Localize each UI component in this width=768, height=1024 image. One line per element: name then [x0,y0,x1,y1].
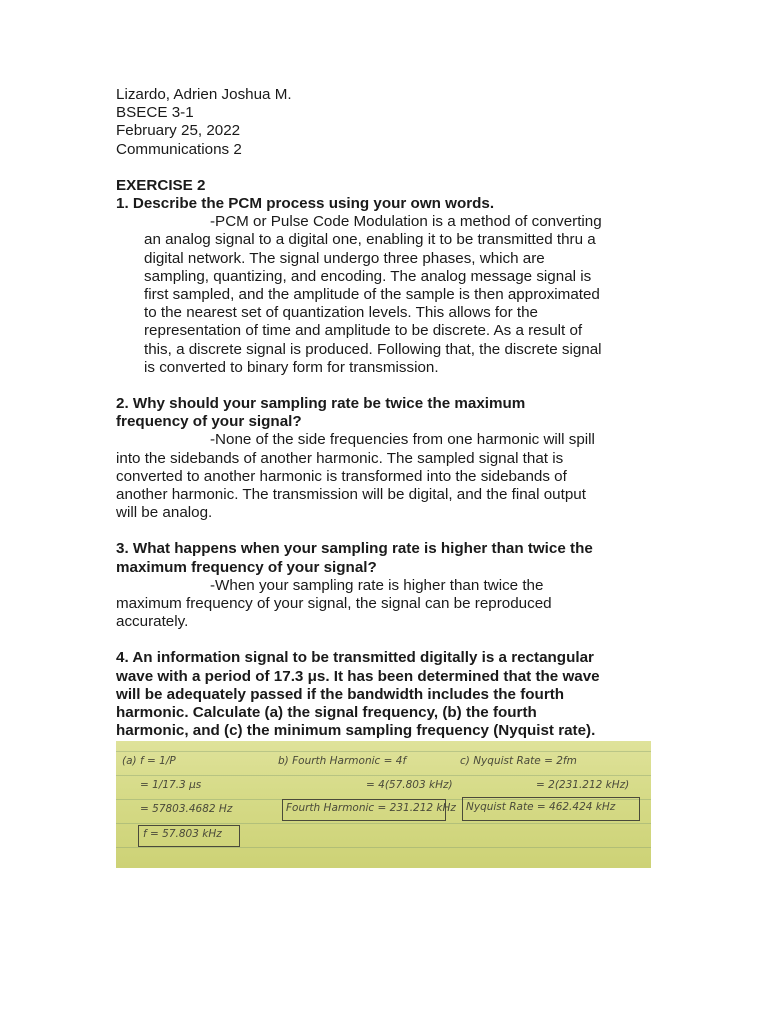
q4-question-line: harmonic. Calculate (a) the signal frequency, (b) the fourth [116,704,537,722]
q3-question-line: maximum frequency of your signal? [116,558,377,576]
q1-answer-line: this, a discrete signal is produced. Following that, the discrete signal [144,340,602,358]
hw-a-step: = 1/17.3 μs [140,779,202,791]
q3-answer-line: -When your sampling rate is higher than twice the [210,576,544,594]
exercise-title: EXERCISE 2 [116,176,206,194]
hw-a-formula: (a) f = 1/P [122,755,176,767]
document-body [116,86,656,741]
hw-b-formula: b) Fourth Harmonic = 4f [278,755,407,767]
q1-answer-line: -PCM or Pulse Code Modulation is a method of converting [210,213,602,231]
hw-b-step: = 4(57.803 kHz) [366,779,453,791]
hw-a-result: = 57803.4682 Hz [140,803,233,815]
student-section: BSECE 3-1 [116,104,194,122]
q2-answer-line: converted to another harmonic is transformed into the sidebands of [116,467,567,485]
course-name: Communications 2 [116,140,242,158]
q2-answer-line: another harmonic. The transmission will be digital, and the final output [116,486,586,504]
q1-answer-line: first sampled, and the amplitude of the sample is then approximated [144,286,600,304]
q4-question-line: harmonic, and (c) the minimum sampling frequency (Nyquist rate). [116,722,596,740]
q1-answer-line: to the nearest set of quantization levels. This allows for the [144,304,538,322]
q1-answer-line: sampling, quantizing, and encoding. The analog message signal is [144,267,592,285]
hw-c-formula: c) Nyquist Rate = 2fm [460,755,577,767]
hw-c-answer: Nyquist Rate = 462.424 kHz [466,801,616,813]
q4-question-line: 4. An information signal to be transmitted digitally is a rectangular [116,649,594,667]
q2-question-line: frequency of your signal? [116,413,302,431]
handwritten-solution-photo [116,741,651,868]
q1-answer-line: is converted to binary form for transmission. [144,358,439,376]
q1-answer-line: digital network. The signal undergo three phases, which are [144,249,545,267]
hw-a-answer: f = 57.803 kHz [143,828,222,840]
q3-answer-line: accurately. [116,613,189,631]
q1-answer-line: an analog signal to a digital one, enabling it to be transmitted thru a [144,231,596,249]
hw-b-answer: Fourth Harmonic = 231.212 kHz [286,802,456,814]
q4-question-line: wave with a period of 17.3 μs. It has been determined that the wave [116,667,600,685]
q4-question-line: will be adequately passed if the bandwidth includes the fourth [116,685,565,703]
q3-question-line: 3. What happens when your sampling rate is higher than twice the [116,540,593,558]
q2-answer-line: into the sidebands of another harmonic. The sampled signal that is [116,449,564,467]
hw-c-step: = 2(231.212 kHz) [536,779,630,791]
q3-answer-line: maximum frequency of your signal, the signal can be reproduced [116,595,552,613]
q2-question-line: 2. Why should your sampling rate be twice the maximum [116,395,526,413]
q1-answer-line: representation of time and amplitude to be discrete. As a result of [144,322,583,340]
q1-question: 1. Describe the PCM process using your own words. [116,195,495,213]
student-name: Lizardo, Adrien Joshua M. [116,86,292,103]
q2-answer-line: -None of the side frequencies from one harmonic will spill [210,431,595,449]
submission-date: February 25, 2022 [116,122,241,140]
q2-answer-line: will be analog. [116,504,213,522]
